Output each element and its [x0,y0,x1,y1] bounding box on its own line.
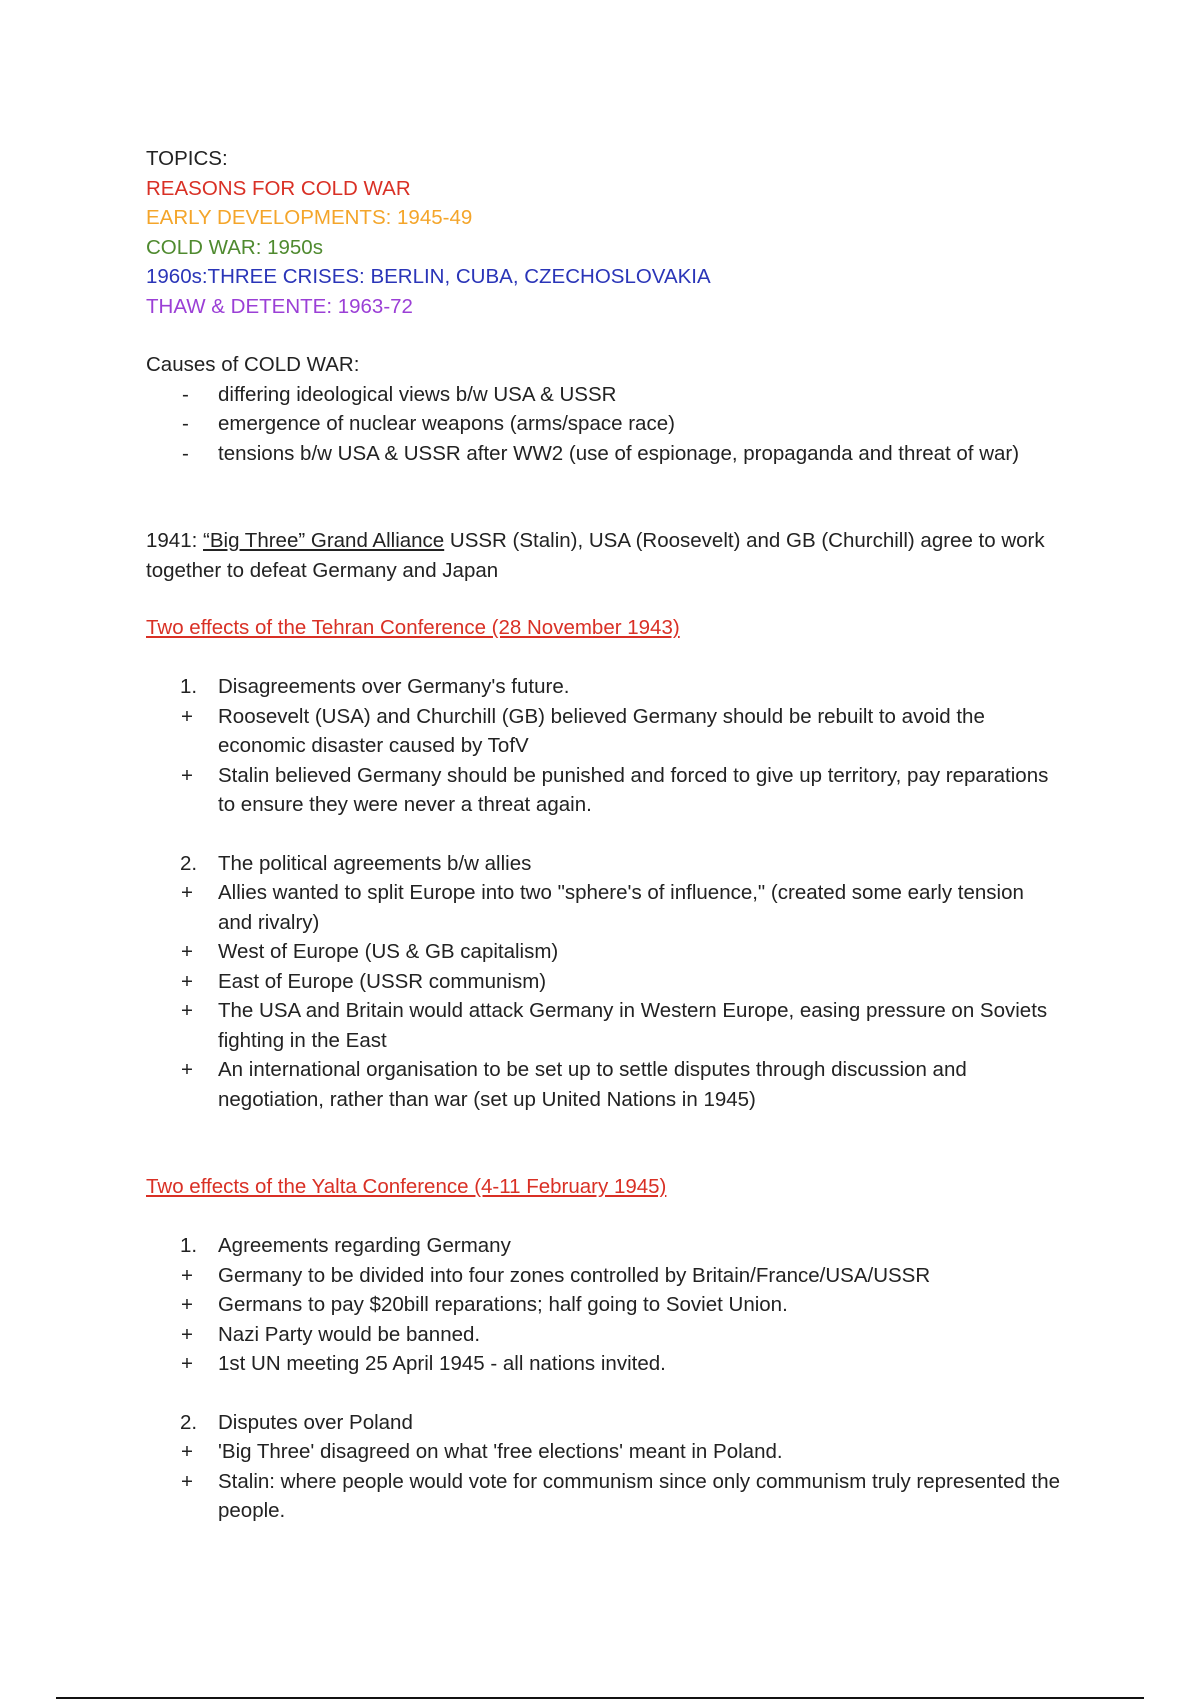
list-item-text: Roosevelt (USA) and Churchill (GB) believed Germany should be rebuilt to avoid the economic disaster caused by TofV [218,704,985,757]
number-marker: 1. [180,1234,198,1257]
list-item-text: 'Big Three' disagreed on what 'free elections' meant in Poland. [218,1440,783,1463]
list-item-text: East of Europe (USSR communism) [218,969,547,993]
topic-item: EARLY DEVELOPMENTS: 1945-49 [146,206,473,229]
list-item [146,1320,1061,1350]
list-item-text: Stalin: where people would vote for communism since only communism truly represented the people. [218,1469,1061,1522]
list-item [146,439,1061,469]
numbered-item-title: Agreements regarding Germany [218,1234,511,1257]
list-item [146,937,1061,967]
list-item [146,761,1061,820]
plus-marker: + [181,1263,193,1287]
yalta-section-2 [146,1408,1061,1438]
numbered-item-title: Disagreements over Germany's future. [218,675,570,698]
topics-section [146,144,1061,321]
list-item-text: Germany to be divided into four zones controlled by Britain/France/USA/USSR [218,1263,931,1287]
yalta-heading: Two effects of the Yalta Conference (4-11 February 1945) [146,1175,667,1198]
dash-marker: - [182,382,189,406]
list-item [146,1290,1061,1320]
numbered-item-title: The political agreements b/w allies [218,851,532,875]
tehran-heading: Two effects of the Tehran Conference (28 November 1943) [146,616,680,639]
causes-section [146,350,1061,468]
tehran-points-1 [146,702,1061,820]
plus-marker: + [181,1058,193,1081]
numbered-item-title: Disputes over Poland [218,1410,413,1434]
list-item [146,702,1061,761]
plus-marker: + [181,881,193,904]
list-item [146,996,1061,1055]
plus-marker: + [181,999,193,1022]
list-item [146,1261,1061,1291]
list-item-text: The USA and Britain would attack Germany in Western Europe, easing pressure on Soviets fighting in the East [218,999,1048,1052]
numbered-item [146,1408,1061,1438]
list-item-text: differing ideological views b/w USA & USSR [218,382,617,406]
plus-marker: + [181,1293,193,1316]
causes-title: Causes of COLD WAR: [146,353,360,376]
list-item [146,1055,1061,1114]
list-item [146,409,1061,439]
list-item-text: emergence of nuclear weapons (arms/space race) [218,412,675,435]
numbered-item [146,672,1061,702]
tehran-section-1 [146,672,1061,702]
topic-item: COLD WAR: 1950s [146,235,323,259]
number-marker: 1. [180,675,198,698]
list-item-text: An international organisation to be set up to settle disputes through discussion and negotiation, rather than war (set up United Nations in 1945) [218,1058,967,1111]
document-page [146,144,1061,1526]
plus-marker: + [181,704,193,728]
numbered-item [146,1231,1061,1261]
list-item [146,380,1061,410]
topic-item: 1960s:THREE CRISES: BERLIN, CUBA, CZECHOSLOVAKIA [146,265,711,288]
alliance-year: 1941: [146,529,198,552]
alliance-text: USSR (Stalin), USA (Roosevelt) and GB (Churchill) agree to work together to defeat Germany and Japan [146,529,1045,582]
plus-marker: + [181,940,193,963]
dash-marker: - [182,412,189,435]
alliance-paragraph [146,526,1061,586]
list-item-text: Allies wanted to split Europe into two "sphere's of influence," (created some early tension and rivalry) [218,881,1024,934]
plus-marker: + [181,1322,193,1346]
alliance-name: “Big Three” Grand Alliance [203,529,445,552]
plus-marker: + [181,1440,193,1463]
list-item-text: Germans to pay $20bill reparations; half going to Soviet Union. [218,1293,788,1316]
causes-list [146,380,1061,469]
list-item-text: Stalin believed Germany should be punished and forced to give up territory, pay reparations to ensure they were never a threat again. [218,763,1049,816]
topic-item: THAW & DETENTE: 1963-72 [146,294,413,318]
yalta-section-1 [146,1231,1061,1261]
list-item [146,1437,1061,1467]
plus-marker: + [181,1469,193,1493]
yalta-points-1 [146,1261,1061,1379]
list-item [146,1349,1061,1379]
list-item-text: West of Europe (US & GB capitalism) [218,940,559,963]
list-item-text: 1st UN meeting 25 April 1945 - all nations invited. [218,1352,666,1375]
yalta-points-2 [146,1437,1061,1526]
list-item [146,967,1061,997]
number-marker: 2. [180,851,198,875]
number-marker: 2. [180,1410,198,1434]
list-item [146,1467,1061,1526]
topic-item: REASONS FOR COLD WAR [146,176,411,200]
plus-marker: + [181,1352,193,1375]
list-item-text: tensions b/w USA & USSR after WW2 (use of espionage, propaganda and threat of war) [218,441,1020,465]
topics-title: TOPICS: [146,147,228,170]
tehran-section-2 [146,849,1061,879]
list-item [146,878,1061,937]
dash-marker: - [182,441,189,465]
list-item-text: Nazi Party would be banned. [218,1322,481,1346]
tehran-points-2 [146,878,1061,1114]
footer-divider [56,1697,1144,1699]
plus-marker: + [181,763,193,787]
numbered-item [146,849,1061,879]
plus-marker: + [181,969,193,993]
